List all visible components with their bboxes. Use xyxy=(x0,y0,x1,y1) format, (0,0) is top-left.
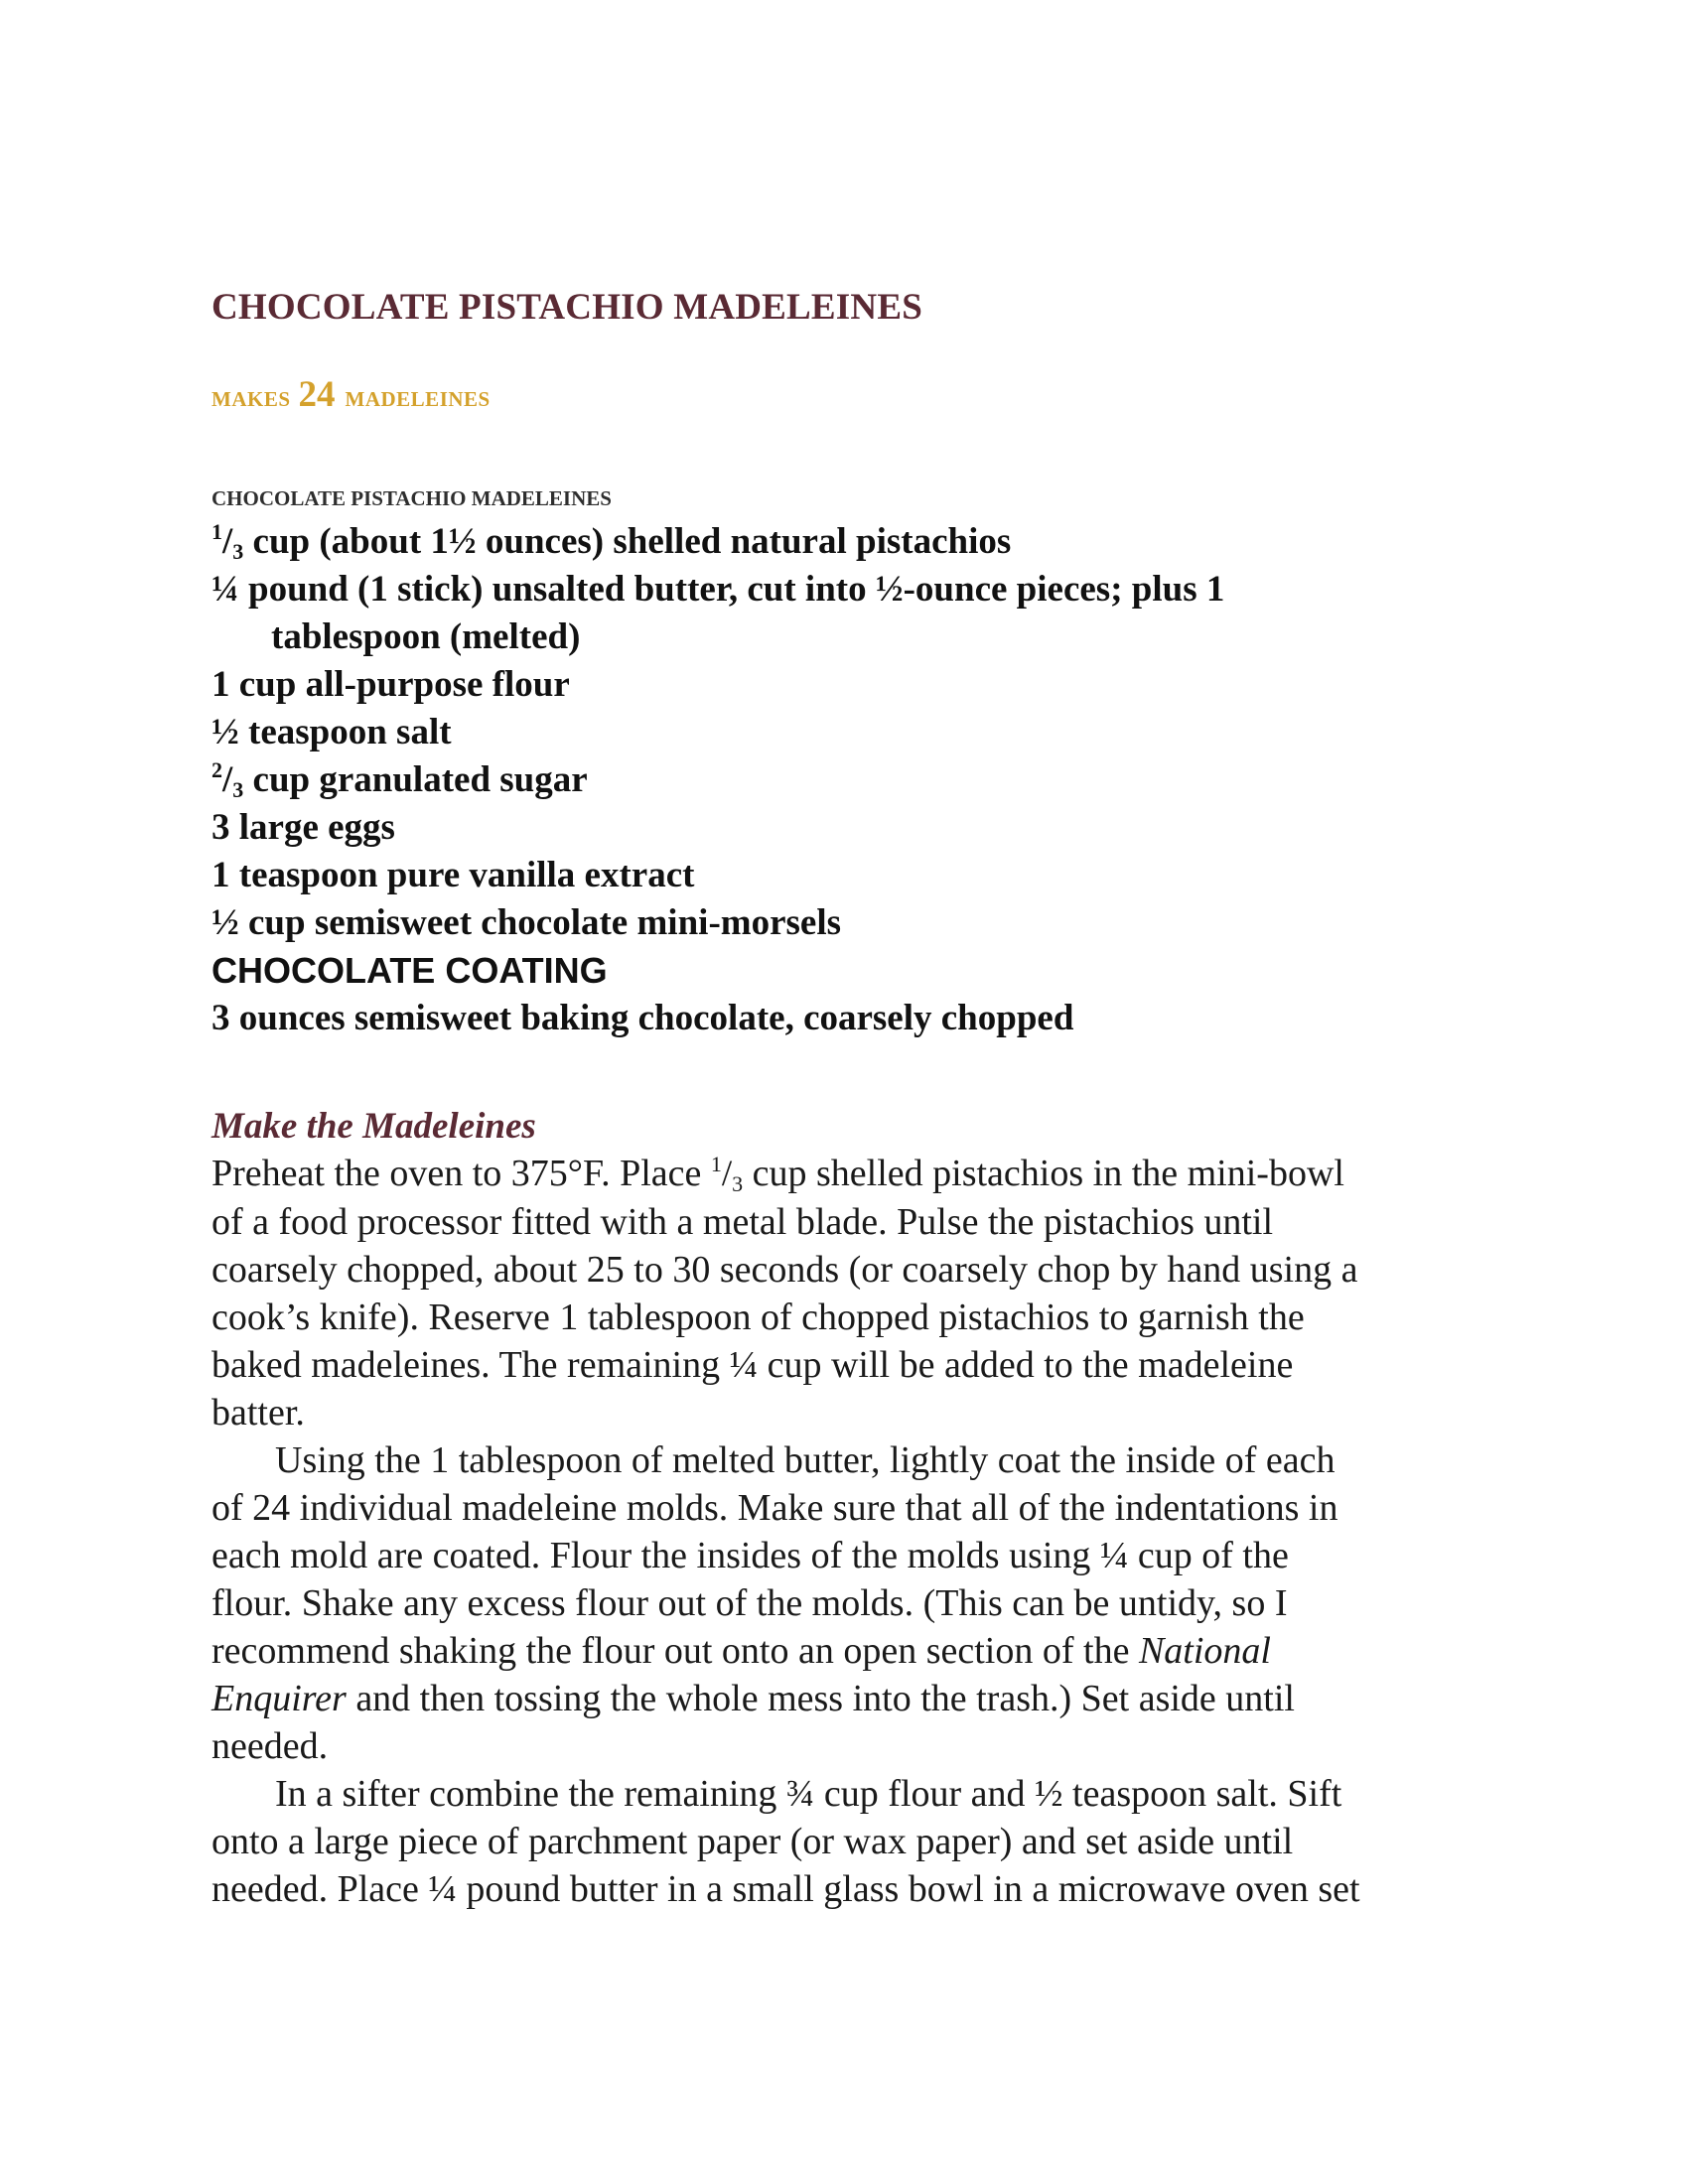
method-line: cook’s knife). Reserve 1 tablespoon of chopped pistachios to garnish the xyxy=(211,1297,1305,1338)
method-line: each mold are coated. Flour the insides of the molds using ¼ cup of the xyxy=(211,1535,1289,1576)
ingredient-text: cup (about 1½ ounces) shelled natural pistachios xyxy=(243,521,1012,562)
ingredient-flour: 1 cup all-purpose flour xyxy=(211,664,570,705)
coating-heading: CHOCOLATE COATING xyxy=(211,950,608,991)
method-text-segment: cup shelled pistachios in the mini-bowl xyxy=(743,1153,1344,1194)
yield-prefix: MAKES xyxy=(211,387,291,411)
method-line xyxy=(211,1675,1502,1722)
ingredient-vanilla: 1 teaspoon pure vanilla extract xyxy=(211,855,695,895)
fraction-denominator: 3 xyxy=(732,1171,744,1196)
fraction: $^1/_3$ xyxy=(211,519,244,564)
fraction-denominator: 3 xyxy=(232,539,244,564)
fraction-denominator: 3 xyxy=(232,777,244,802)
method-line xyxy=(211,1150,1502,1198)
method-line: needed. xyxy=(211,1725,329,1767)
fraction-numerator: 1 xyxy=(710,1152,722,1176)
ingredient-butter: ¼ pound (1 stick) unsalted butter, cut into ½-ounce pieces; plus 1 xyxy=(211,569,1225,610)
recipe-title: CHOCOLATE PISTACHIO MADELEINES xyxy=(211,287,922,328)
method-line: onto a large piece of parchment paper (or wax paper) and set aside until xyxy=(211,1821,1294,1862)
yield-suffix: MADELEINES xyxy=(345,387,491,411)
ingredient-text: cup granulated sugar xyxy=(243,759,588,800)
method-line: Using the 1 tablespoon of melted butter, lightly coat the inside of each xyxy=(275,1439,1336,1481)
ingredient-butter-continued: tablespoon (melted) xyxy=(271,616,581,657)
fraction: $^1/_3$ xyxy=(710,1152,744,1196)
publication-title: Enquirer xyxy=(211,1678,347,1719)
method-line: of a food processor fitted with a metal blade. Pulse the pistachios until xyxy=(211,1201,1274,1243)
ingredient-list xyxy=(211,518,1403,1042)
ingredient-baking-chocolate: 3 ounces semisweet baking chocolate, coarsely chopped xyxy=(211,998,1074,1038)
recipe-yield xyxy=(211,373,491,416)
method-line xyxy=(211,1627,1502,1675)
method-text xyxy=(211,1150,1502,1913)
method-text-segment: and then tossing the whole mess into the trash.) Set aside until xyxy=(346,1678,1295,1719)
fraction: $^2/_3$ xyxy=(211,757,244,802)
method-line: flour. Shake any excess flour out of the molds. (This can be untidy, so I xyxy=(211,1582,1288,1624)
method-line: In a sifter combine the remaining ¾ cup flour and ½ teaspoon salt. Sift xyxy=(275,1773,1342,1815)
publication-title: National xyxy=(1138,1630,1271,1672)
yield-number: 24 xyxy=(298,374,336,415)
method-line: needed. Place ¼ pound butter in a small glass bowl in a microwave oven set xyxy=(211,1868,1360,1910)
method-line: of 24 individual madeleine molds. Make sure that all of the indentations in xyxy=(211,1487,1338,1529)
ingredient-morsels: ½ cup semisweet chocolate mini-morsels xyxy=(211,902,842,943)
method-line: baked madeleines. The remaining ¼ cup will be added to the madeleine xyxy=(211,1344,1294,1386)
ingredient-sugar xyxy=(211,756,1403,804)
method-text-segment: recommend shaking the flour out onto an open section of the xyxy=(211,1630,1139,1672)
ingredient-salt: ½ teaspoon salt xyxy=(211,712,452,752)
fraction-numerator: 1 xyxy=(211,519,222,544)
ingredient-pistachios xyxy=(211,518,1403,566)
method-line: batter. xyxy=(211,1392,305,1433)
method-line: coarsely chopped, about 25 to 30 seconds (or coarsely chop by hand using a xyxy=(211,1249,1358,1291)
method-text-segment: Preheat the oven to 375°F. Place xyxy=(211,1153,711,1194)
method-heading: Make the Madeleines xyxy=(211,1106,536,1147)
ingredient-eggs: 3 large eggs xyxy=(211,807,395,848)
fraction-numerator: 2 xyxy=(211,757,222,782)
ingredients-heading: CHOCOLATE PISTACHIO MADELEINES xyxy=(211,486,612,510)
